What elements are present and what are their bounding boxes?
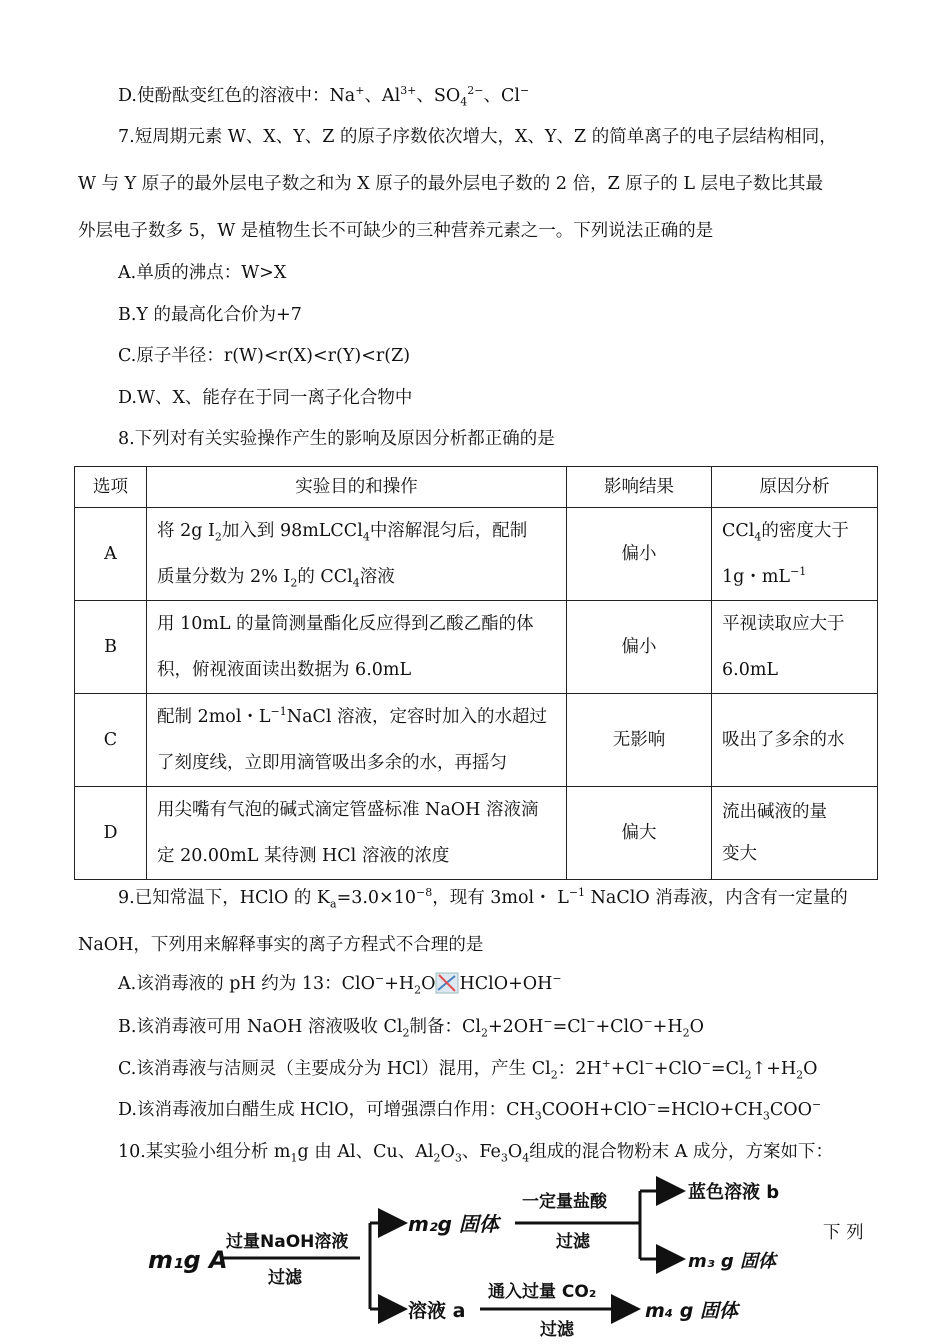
q7-option-d: D.W、X、能存在于同一离子化合物中	[118, 388, 413, 408]
arrow1-bottom-label: 过滤	[268, 1268, 302, 1288]
row-result: 偏大	[567, 787, 712, 880]
row-option: B	[75, 601, 147, 694]
equilibrium-icon	[435, 972, 459, 994]
row-option: D	[75, 787, 147, 880]
q9-option-b: B.该消毒液可用 NaOH 溶液吸收 $Cl_2$制备：$Cl_2+2OH^-=Cl^-+ClO^-+H_2O$	[118, 1015, 704, 1040]
arrow2-bottom-label: 过滤	[556, 1232, 590, 1252]
header-reason: 原因分析	[712, 467, 878, 508]
row-reason: 吸出了多余的水	[712, 694, 878, 787]
q8-stem: 8.下列对有关实验操作产生的影响及原因分析都正确的是	[118, 429, 555, 449]
q9-option-a: A.该消毒液的 pH 约为 13：$ClO^-+H_2O$ HClO+OH−	[118, 972, 562, 997]
row-operation: 用尖嘴有气泡的碱式滴定管盛标准 NaOH 溶液滴 定 20.00mL 某待测 HCl 溶液的浓度	[147, 787, 567, 880]
row-result: 偏小	[567, 508, 712, 601]
row-result: 偏小	[567, 601, 712, 694]
table-row	[75, 601, 878, 694]
q7-stem-line2: W 与 Y 原子的最外层电子数之和为 X 原子的最外层电子数的 2 倍，Z 原子的 L 层电子数比其最	[78, 174, 824, 194]
header-operation: 实验目的和操作	[147, 467, 567, 508]
row-result: 无影响	[567, 694, 712, 787]
q9-option-c: C.该消毒液与洁厕灵（主要成分为 HCl）混用，产生 $Cl_2$：$2H^++Cl^-+ClO^-=Cl_2↑+H_2O$	[118, 1057, 818, 1082]
q7-option-c: C.原子半径：r(W)<r(X)<r(Y)<r(Z)	[118, 346, 411, 366]
table-header-row	[75, 467, 878, 508]
row-reason: 流出碱液的量 变大	[712, 787, 878, 880]
q6-option-d: D.使酚酞变红色的溶液中：Na+、$Al^{3+}$、$SO_4^{2-}$、Cl−	[118, 84, 530, 109]
start-node: m₁g A	[148, 1246, 228, 1274]
q7-stem-line1: 7.短周期元素 W、X、Y、Z 的原子序数依次增大，X、Y、Z 的简单离子的电子层结构相同，	[118, 127, 837, 147]
q10-flow-diagram	[140, 1175, 860, 1344]
row-reason: 平视读取应大于 6.0mL	[712, 601, 878, 694]
table-row	[75, 694, 878, 787]
arrow1-top-label: 过量NaOH溶液	[226, 1232, 349, 1252]
out-m4-node: m₄ g 固体	[645, 1300, 738, 1322]
q9-option-d: D.该消毒液加白醋生成 HClO，可增强漂白作用：$CH_3COOH+ClO^-=HClO+CH_3COO^-$	[118, 1098, 822, 1123]
arrow3-top-label: 通入过量 CO₂	[488, 1282, 597, 1302]
row-operation: 将 2g $I_2$加入到 98mLCCl$_4$中溶解混匀后，配制 质量分数为 2% $I_2$的 CCl$_4$溶液	[147, 508, 567, 601]
row-operation: 用 10mL 的量筒测量酯化反应得到乙酸乙酯的体 积，俯视液面读出数据为 6.0mL	[147, 601, 567, 694]
q9-stem-line1: 9.已知常温下，HClO 的 $K_a=3.0\times 10^{-8}$，现有 3mol・ $L^{-1}$ NaClO 消毒液，内含有一定量的	[118, 886, 848, 911]
row-operation: 配制 2mol・$L^{-1}NaCl$ 溶液，定容时加入的水超过 了刻度线，立即用滴管吸出多余的水，再摇匀	[147, 694, 567, 787]
lower-node: 溶液 a	[408, 1300, 466, 1322]
q10-stem: 10.某实验小组分析 $m_1g$ 由 Al、Cu、$Al_2O_3$、$Fe_3O_4$组成的混合物粉末 A 成分，方案如下：	[118, 1142, 833, 1165]
table-row	[75, 508, 878, 601]
row-option: C	[75, 694, 147, 787]
q7-option-b: B.Y 的最高化合价为+7	[118, 305, 302, 325]
out-m3-node: m₃ g 固体	[688, 1251, 777, 1272]
upper-node: m₂g 固体	[408, 1212, 499, 1236]
q9-stem-line2: NaOH，下列用来解释事实的离子方程式不合理的是	[78, 935, 484, 955]
q7-option-a: A.单质的沸点：W>X	[118, 263, 287, 283]
q8-table	[74, 466, 878, 880]
row-reason: CCl$_4$的密度大于 1g・$mL^{-1}$	[712, 508, 878, 601]
arrow2-top-label: 一定量盐酸	[522, 1192, 607, 1212]
header-option: 选项	[75, 467, 147, 508]
arrow3-bottom-label: 过滤	[540, 1320, 574, 1340]
header-result: 影响结果	[567, 467, 712, 508]
out-b-node: 蓝色溶液 b	[688, 1182, 780, 1203]
q7-stem-line3: 外层电子数多 5，W 是植物生长不可缺少的三种营养元素之一。下列说法正确的是	[78, 221, 714, 241]
table-row	[75, 787, 878, 880]
row-option: A	[75, 508, 147, 601]
q10-continue-text: 下 列	[823, 1223, 864, 1243]
